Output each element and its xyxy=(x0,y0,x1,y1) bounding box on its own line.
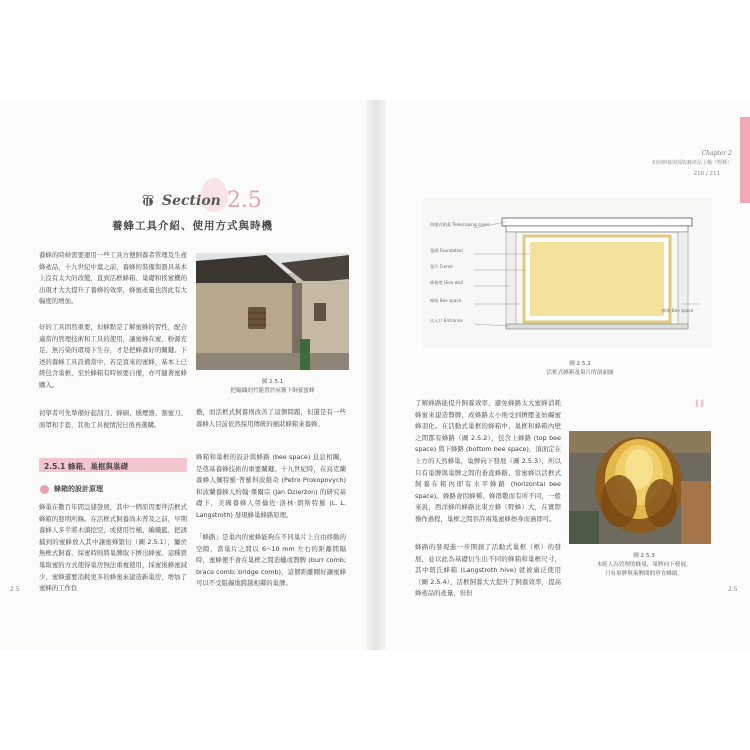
section-number: 2.5 xyxy=(226,188,262,213)
bullet-dot-icon xyxy=(40,485,49,494)
bee-icon xyxy=(140,193,156,209)
paragraph-bee-space: 蜂箱和巢框的設計與蜂路 (bee space) 息息相關，是奠基養蜂技術的重要關鍵。十九世紀時，在烏克蘭養蜂人佩特羅‧普羅科波維奇 (Petro Prokopovych) 和波蘭養蜂人約翰‧傑爾宗 (Jan Dzierżon) 的研究基礎下，美國養蜂人勞倫佐‧洛林‧朗斯特羅 (L. L. Langstroth) 發現蜂巢蜂路原理。 xyxy=(196,453,346,519)
folio: 210 / 211 xyxy=(693,171,720,177)
section-heading xyxy=(140,188,262,213)
label-hive-wall: 蜂箱壁 Hive wall xyxy=(430,280,463,285)
caption-2-5-3-num: 圖 2.5.3 xyxy=(633,553,655,559)
caption-2-5-1 xyxy=(196,378,349,396)
caption-2-5-2-num: 圖 2.5.2 xyxy=(569,361,591,367)
chapter-subtitle: 如何飼養與採收蜂產品主軸（野蜂） xyxy=(651,160,732,166)
page-number-right: 2.5 xyxy=(728,586,738,593)
chapter-side-tab xyxy=(740,117,750,203)
subhead-hive-frame: 2.5.1 蜂箱、巢框與巢礎 xyxy=(44,462,128,471)
paragraph-bee-space-def: 「蜂路」是巢內的蜜蜂能夠在不同巢片上自由移動的空隙，當巢片之間以 6~10 mm 左右的距離間隔時，蜜蜂便不會在巢框之間造蠟或贅脾 (burr comb; brace comb; bridge comb)，這個距離剛好讓蜜蜂可以不受阻礙地跨越相鄰的巢脾。 xyxy=(196,533,346,588)
paragraph-bee-space-efficiency: 了解蜂路能提升飼養效率，避免蜂路太大蜜蜂消耗蜂蜜來建造贅脾，或蜂路太小則受到擠壓並妨礙蜜蜂羽化。在活動式巢框的蜂箱中，巢框和蜂箱內壁之間都有蜂路（圖 2.5.2），包含上蜂路 (top bee space) 與下蜂路 (bottom bee space)，頂面定在上方的天然蜂巢，巢脾向下發展（圖 2.5.3），所以只有巢脾與巢脾之間的垂直蜂路，當蜜蜂以活框式飼養在箱內即有水平蜂路 (horizontal bee space)。蜂路會因蜂種、蜂群數而有所不同，一般來說，西洋蜂的蜂路比東方蜂（野蜂）大，在實際操作過程，巢框之間容許兩隻蜜蜂擦身而過即可。 xyxy=(415,399,561,523)
subsub-heading xyxy=(40,484,103,494)
section-word: Section xyxy=(162,192,221,209)
caption-2-5-2 xyxy=(520,360,640,378)
caption-2-5-1-text: 把編織的竹籠置於屋簷下飼養蜜蜂 xyxy=(230,388,315,394)
caption-2-5-3-line2: 只有巢脾與巢脾間的垂直蜂路。 xyxy=(604,571,684,577)
caption-2-5-3-line1: 未經人為管理的蜂巢，巢脾向下發展， xyxy=(596,562,692,568)
chapter-label: Chapter 2 xyxy=(701,150,732,157)
photo-bamboo-hive xyxy=(196,253,349,370)
paragraph-tools: 好的工具固然重要，但蜂點是了解蜜蜂的習性，配合適當的管理技術和工具的使用，讓蜜蜂在蜜、粉源充足、無污染的環境下生存，才是把蜂養好的關鍵。下述的養蜂工具設備當中，若是買來的蜜蜂，基本上已經包含巢框，至於蜂箱有時候要自備，亦可隨著蜜蜂購入。 xyxy=(39,323,187,389)
section-title: 養蜂工具介紹、使用方式與時機 xyxy=(112,220,273,232)
label-foundation: 巢礎 Foundation xyxy=(430,248,464,253)
quote-mark-icon: " xyxy=(693,394,706,427)
chapter-header xyxy=(652,150,732,166)
paragraph-hive-history: 蜂巢在數百年間急遽發展，其中一個原因要拜活框式蜂箱的發明所賜。在活框式飼養尚未普及之前，早期養蜂人多半將木頭挖空，或使用竹桶、編織籃，把誘捕到的蜜蜂放入其中讓蜜蜂繁衍（圖 2.5.1），屬於無框式飼養，採蜜時則將巢脾取下擠出蜂蜜。這種毀巢取蜜的方式使得巢房無法重複使用，採蜜後蜂蜜減少，蜜蜂還要消耗更多的蜂蜜來建造新巢房，增加了蜜蜂的工作負 xyxy=(39,503,187,593)
paragraph-intro: 養蜂的時候需要運用一些工具方便飼養者管理及生產蜂產品，十九世紀中葉之前，養蜂的裝備與器具基本上沒有太大的改變，直到活框蜂箱、巢礎和搖蜜機的出現才大大提升了養蜂的效率，蜂蜜產量也因此有大幅度的增加。 xyxy=(39,251,187,306)
caption-2-5-3 xyxy=(574,552,714,579)
caption-2-5-2-text: 活框式蜂箱及巢片的剖面圖 xyxy=(546,370,614,376)
paragraph-continued: 擔，而活框式飼養則改善了這個問題，但還是有一些養蜂人目前依然採用傳統的桶狀蜂箱來養蜂。 xyxy=(196,408,346,428)
label-bee-space-left: 蜂路 Bee space xyxy=(430,298,462,303)
subsub-title: 蜂箱的設計原理 xyxy=(54,485,103,493)
label-frame: 巢片 Frame xyxy=(430,264,453,269)
page-number-left: 2.5 xyxy=(10,586,20,593)
caption-2-5-1-num: 圖 2.5.1 xyxy=(261,379,284,385)
label-entrance: 出入口 Entrance xyxy=(430,318,463,323)
paragraph-frame-development: 蜂路的發現進一步開創了活動式巢框（框）的發展，並以此為基礎衍生出不同的蜂箱和巢框尺寸，其中朗氏蜂箱 (Langstroth hive) 就被廣泛使用（圖 2.5.4），活框飼養大大提升了飼養效率，提高蜂產品的產量，但但 xyxy=(415,543,561,598)
hive-cross-section-diagram xyxy=(422,198,712,348)
book-gutter xyxy=(366,100,386,650)
photo-natural-comb xyxy=(569,431,711,544)
label-bee-space-right: 蜂路 Bee space xyxy=(662,308,694,313)
paragraph-beginners: 初學者可先準備好起刮刀、蜂刷、燻煙器、割蜜刀、面罩和手套，其他工具視情況日後再選購。 xyxy=(39,409,187,429)
label-telescoping-cover: 伸縮式箱蓋 Telescoping cover xyxy=(430,222,490,227)
